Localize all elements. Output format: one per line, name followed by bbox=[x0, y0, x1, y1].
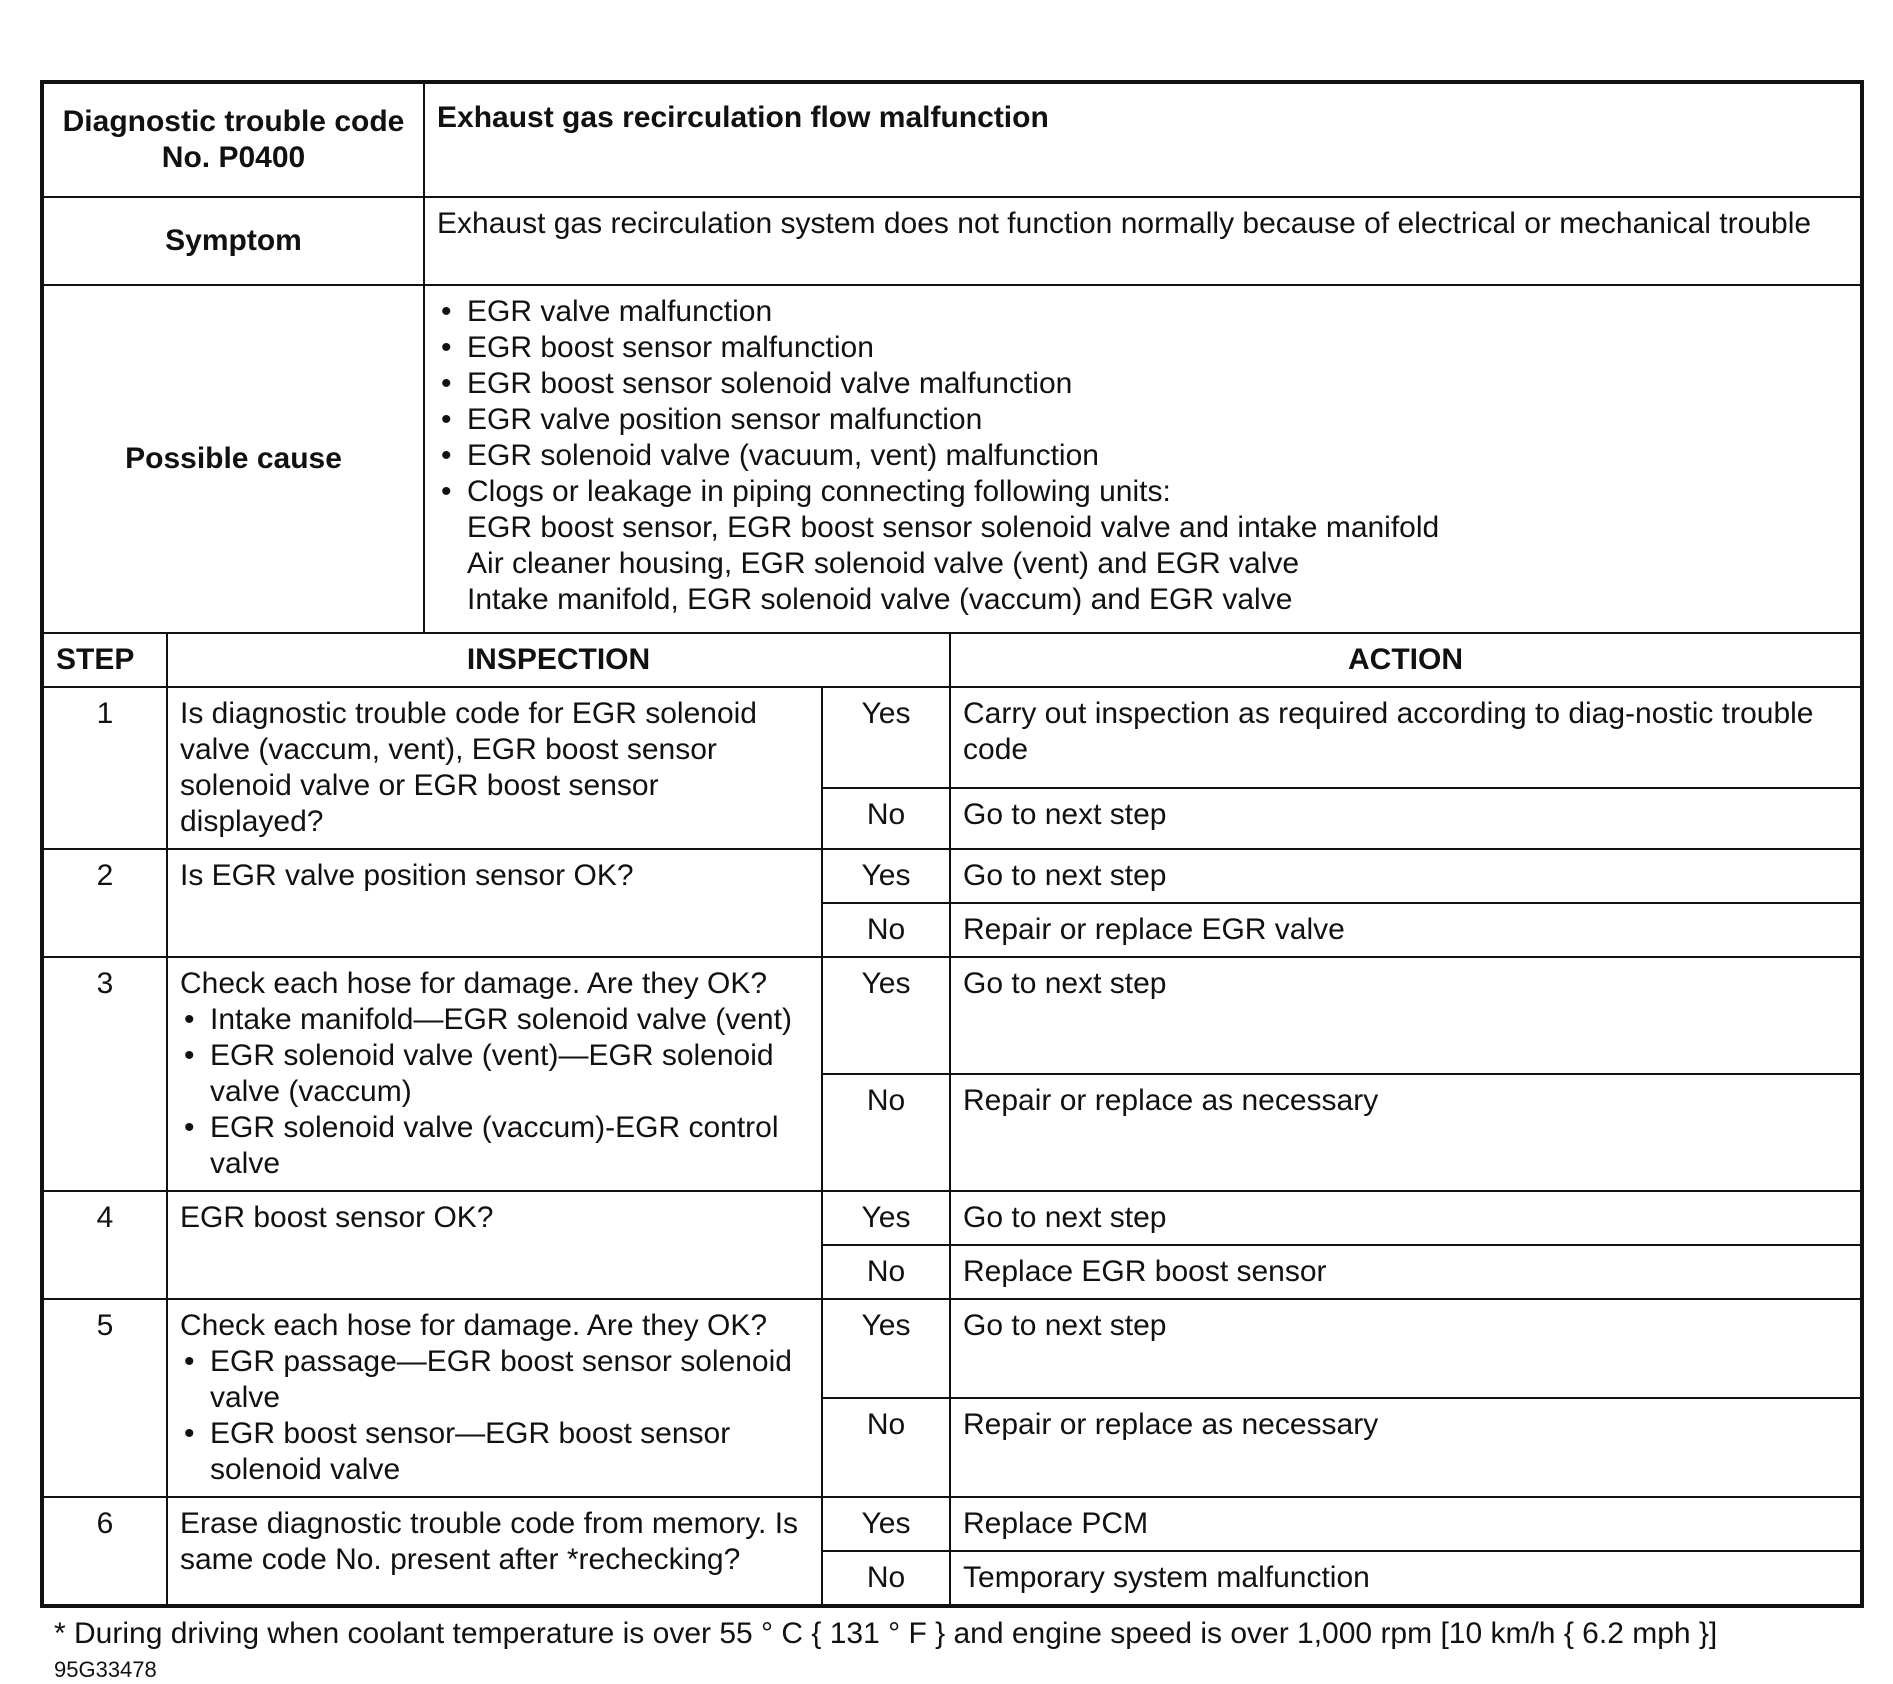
step-column-header: STEP bbox=[42, 633, 167, 687]
step-inspection bbox=[167, 1299, 822, 1497]
footnote: * During driving when coolant temperature is over 55 ° C { 131 ° F } and engine speed is over 1,000 rpm [10 km/h { 6.2 mph }] bbox=[54, 1617, 1718, 1650]
cause-sub-line: Air cleaner housing, EGR solenoid valve (vent) and EGR valve bbox=[467, 547, 1300, 580]
yes-label: Yes bbox=[822, 1299, 950, 1398]
yes-action: Go to next step bbox=[950, 849, 1862, 903]
yes-label: Yes bbox=[822, 849, 950, 903]
no-action: Repair or replace as necessary bbox=[950, 1074, 1862, 1191]
cause-item: • EGR boost sensor solenoid valve malfunction bbox=[437, 366, 1848, 402]
yes-label: Yes bbox=[822, 1497, 950, 1551]
inspection-bullet: • EGR boost sensor—EGR boost sensor solenoid valve bbox=[180, 1416, 809, 1488]
figure-code: 95G33478 bbox=[54, 1657, 157, 1682]
step-row bbox=[42, 687, 1862, 788]
no-label: No bbox=[822, 788, 950, 849]
step-number: 1 bbox=[42, 687, 167, 849]
symptom-label: Symptom bbox=[42, 197, 424, 285]
no-label: No bbox=[822, 1398, 950, 1497]
symptom-text: Exhaust gas recirculation system does not function normally because of electrical or mechanical trouble bbox=[424, 197, 1862, 285]
inspection-bullets bbox=[180, 1002, 809, 1182]
step-number: 4 bbox=[42, 1191, 167, 1299]
yes-label: Yes bbox=[822, 1191, 950, 1245]
yes-label: Yes bbox=[822, 687, 950, 788]
cause-item: • EGR valve malfunction bbox=[437, 294, 1848, 330]
yes-action: Replace PCM bbox=[950, 1497, 1862, 1551]
header-row bbox=[42, 82, 1862, 197]
inspection-text: Is EGR valve position sensor OK? bbox=[180, 859, 634, 892]
no-action: Repair or replace EGR valve bbox=[950, 903, 1862, 957]
possible-cause-label: Possible cause bbox=[42, 285, 424, 633]
step-inspection bbox=[167, 1191, 822, 1299]
step-number: 5 bbox=[42, 1299, 167, 1497]
cause-sub-line: EGR boost sensor, EGR boost sensor solenoid valve and intake manifold bbox=[467, 511, 1440, 544]
inspection-bullets bbox=[180, 1344, 809, 1488]
step-inspection bbox=[167, 957, 822, 1191]
yes-action: Go to next step bbox=[950, 1191, 1862, 1245]
column-header-row bbox=[42, 633, 1862, 687]
inspection-text: Check each hose for damage. Are they OK? bbox=[180, 967, 768, 1000]
step-number: 6 bbox=[42, 1497, 167, 1606]
action-column-header: ACTION bbox=[950, 633, 1862, 687]
step-row bbox=[42, 1299, 1862, 1398]
inspection-text: Erase diagnostic trouble code from memory. Is same code No. present after *rechecking? bbox=[180, 1507, 799, 1576]
yes-action: Go to next step bbox=[950, 957, 1862, 1074]
inspection-text: Is diagnostic trouble code for EGR solenoid valve (vaccum, vent), EGR boost sensor solenoid valve or EGR boost sensor displayed? bbox=[180, 697, 757, 838]
yes-action: Go to next step bbox=[950, 1299, 1862, 1398]
step-number: 3 bbox=[42, 957, 167, 1191]
cause-item: • Clogs or leakage in piping connecting following units: bbox=[437, 474, 1848, 510]
no-label: No bbox=[822, 1551, 950, 1606]
inspection-bullet: • EGR solenoid valve (vent)—EGR solenoid valve (vaccum) bbox=[180, 1038, 809, 1110]
no-label: No bbox=[822, 1245, 950, 1299]
step-row bbox=[42, 849, 1862, 903]
step-row bbox=[42, 1191, 1862, 1245]
step-number: 2 bbox=[42, 849, 167, 957]
step-inspection bbox=[167, 1497, 822, 1606]
no-label: No bbox=[822, 903, 950, 957]
no-action: Repair or replace as necessary bbox=[950, 1398, 1862, 1497]
cause-item: • EGR solenoid valve (vacuum, vent) malfunction bbox=[437, 438, 1848, 474]
dtc-code-label: Diagnostic trouble code No. P0400 bbox=[42, 82, 424, 197]
no-action: Replace EGR boost sensor bbox=[950, 1245, 1862, 1299]
inspection-bullet: • EGR solenoid valve (vaccum)-EGR control valve bbox=[180, 1110, 809, 1182]
possible-cause-list-cell bbox=[424, 285, 1862, 633]
no-action: Go to next step bbox=[950, 788, 1862, 849]
inspection-column-header: INSPECTION bbox=[167, 633, 950, 687]
cause-item: • EGR valve position sensor malfunction bbox=[437, 402, 1848, 438]
step-inspection bbox=[167, 687, 822, 849]
dtc-title: Exhaust gas recirculation flow malfunction bbox=[424, 82, 1862, 197]
no-label: No bbox=[822, 1074, 950, 1191]
possible-cause-row bbox=[42, 285, 1862, 633]
diagnostic-sheet bbox=[40, 80, 1860, 1684]
cause-sub-line: Intake manifold, EGR solenoid valve (vaccum) and EGR valve bbox=[467, 583, 1293, 616]
inspection-text: Check each hose for damage. Are they OK? bbox=[180, 1309, 768, 1342]
cause-item: • EGR boost sensor malfunction bbox=[437, 330, 1848, 366]
inspection-bullet: • Intake manifold—EGR solenoid valve (vent) bbox=[180, 1002, 809, 1038]
yes-action: Carry out inspection as required according to diag-nostic trouble code bbox=[950, 687, 1862, 788]
diagnostic-table bbox=[40, 80, 1864, 1608]
inspection-text: EGR boost sensor OK? bbox=[180, 1201, 494, 1234]
inspection-bullet: • EGR passage—EGR boost sensor solenoid valve bbox=[180, 1344, 809, 1416]
symptom-row bbox=[42, 197, 1862, 285]
possible-cause-list bbox=[437, 294, 1848, 510]
step-row bbox=[42, 1497, 1862, 1551]
yes-label: Yes bbox=[822, 957, 950, 1074]
step-row bbox=[42, 957, 1862, 1074]
step-inspection bbox=[167, 849, 822, 957]
no-action: Temporary system malfunction bbox=[950, 1551, 1862, 1606]
